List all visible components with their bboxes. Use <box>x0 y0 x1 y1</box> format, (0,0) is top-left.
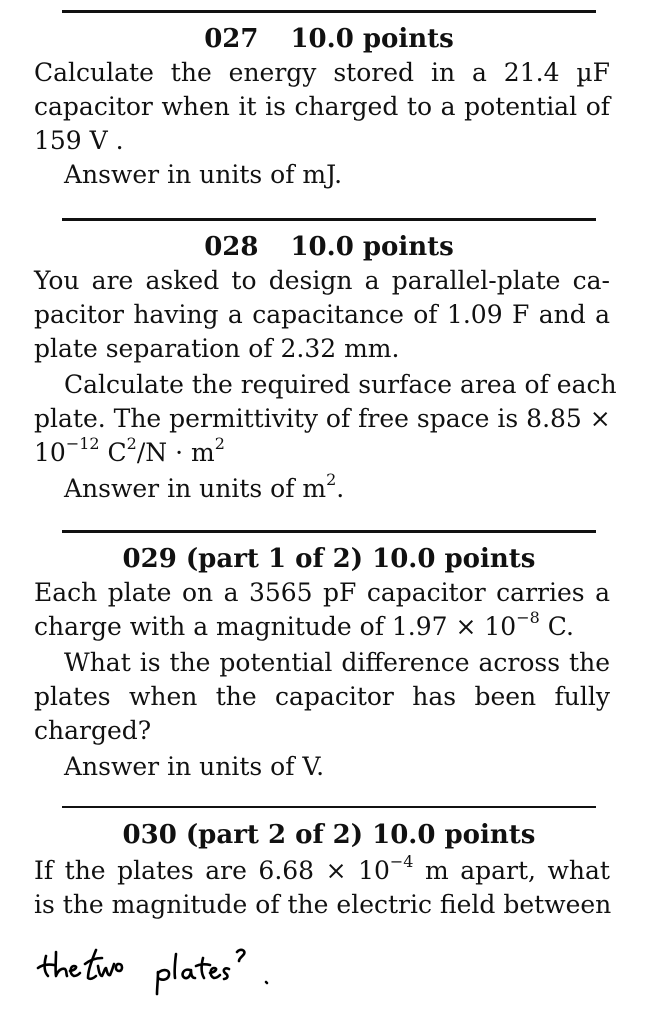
question-text-line: 159 V . <box>34 126 124 155</box>
permittivity-units-line: $10^{-12}$ $C^2/N \cdot m^2$ <box>34 433 225 467</box>
charge-line: charge with a magnitude of $1.97 \times 10^{-8}$ C. <box>34 607 574 641</box>
question-text-line: You are asked to design a parallel-plate ca- <box>34 266 610 295</box>
separator-rule <box>62 218 596 221</box>
question-text-line: plate. The permittivity of free space is 8.85 × <box>34 404 611 433</box>
question-text-line: capacitor when it is charged to a potential of <box>34 92 610 121</box>
question-text-line: Calculate the energy stored in a 21.4 µF <box>34 58 610 87</box>
question-text-line: is the magnitude of the electric field between <box>34 890 612 919</box>
question-number: 028 <box>204 232 259 262</box>
question-text-line: plates when the capacitor has been fully <box>34 682 610 711</box>
question-points: 10.0 points <box>290 24 454 54</box>
separator-rule <box>62 10 596 13</box>
question-text-line: What is the potential difference across the <box>64 648 610 677</box>
answer-units: Answer in units of $m^2$. <box>64 469 345 503</box>
question-text-line: Each plate on a 3565 pF capacitor carries a <box>34 578 610 607</box>
question-header: 030 (part 2 of 2) 10.0 points <box>122 820 536 850</box>
answer-units: Answer in units of mJ. <box>64 160 343 189</box>
separator-rule <box>62 530 596 533</box>
question-text-line: plate separation of 2.32 mm. <box>34 334 400 363</box>
question-text-line: charged? <box>34 716 152 745</box>
question-text-line: pacitor having a capacitance of 1.09 F and a <box>34 300 610 329</box>
question-points: 10.0 points <box>290 232 454 262</box>
question-number: 027 <box>204 24 259 54</box>
question-header <box>62 24 596 54</box>
separator-rule <box>62 806 596 808</box>
question-header <box>62 232 596 262</box>
handwritten-text <box>30 938 310 998</box>
question-text-line: If the plates are $6.68 \times 10^{-4}$ m apart, what <box>34 851 610 885</box>
question-text-line: Calculate the required surface area of each <box>64 370 617 399</box>
question-header: 029 (part 1 of 2) 10.0 points <box>122 544 536 574</box>
answer-units: Answer in units of V. <box>64 752 325 781</box>
